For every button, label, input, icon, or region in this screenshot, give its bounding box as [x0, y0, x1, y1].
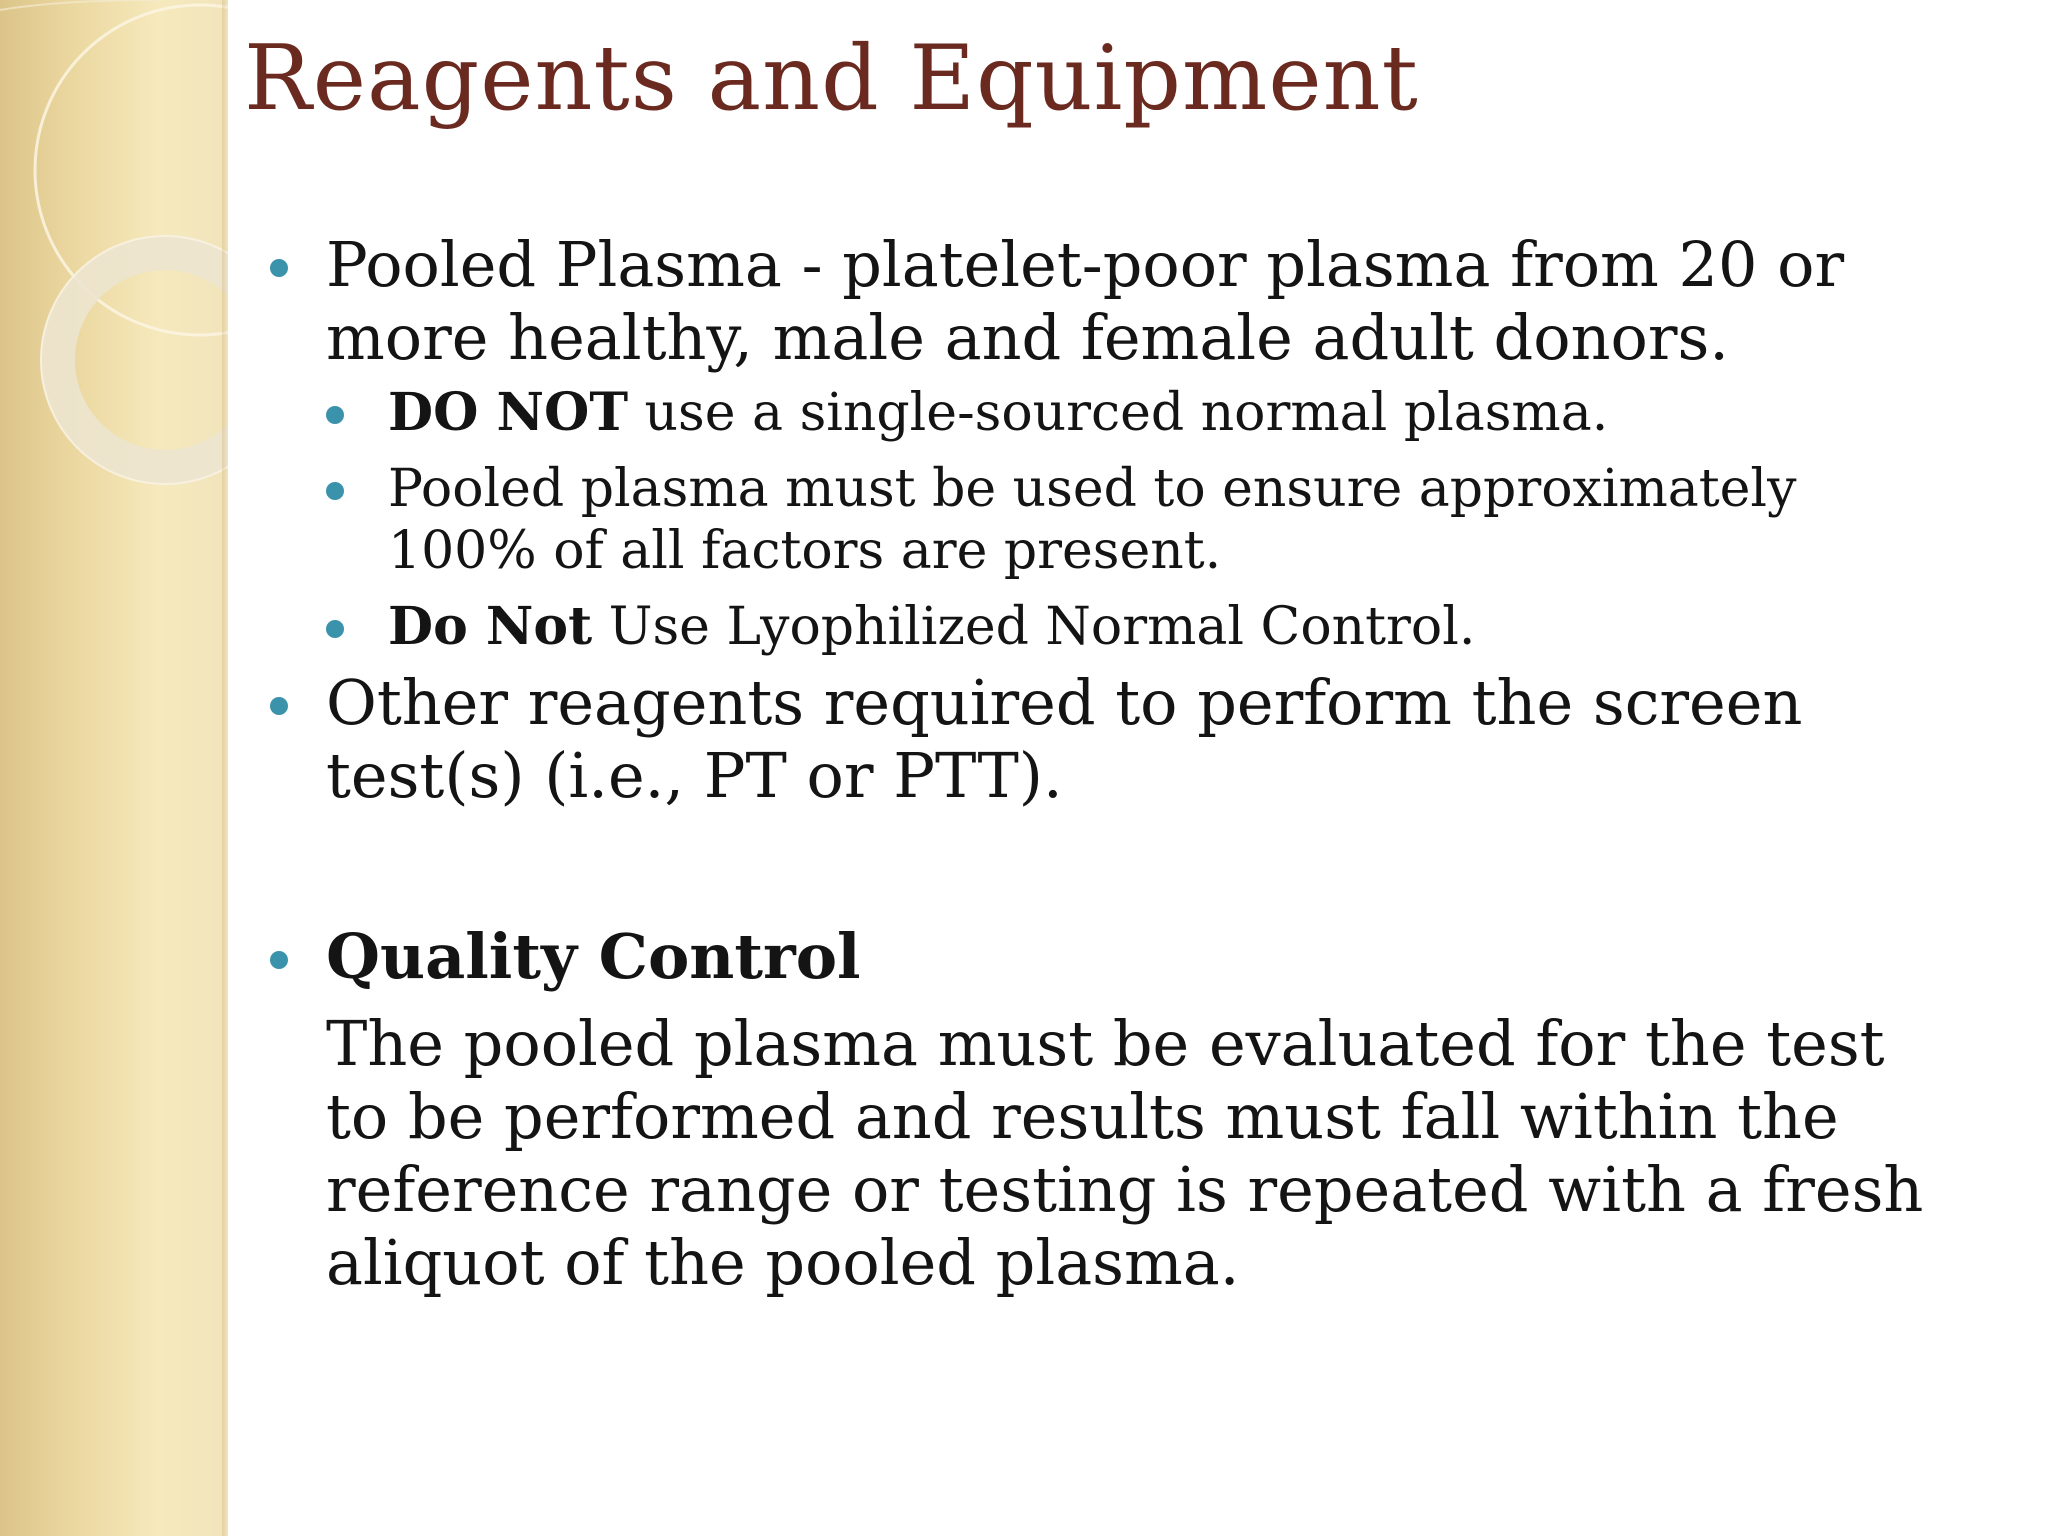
- bullet-text: Use Lyophilized Normal Control.: [592, 597, 1476, 657]
- bullet-dot-icon: [270, 951, 288, 969]
- bullet-dot-icon: [326, 482, 344, 500]
- bullet-dot-icon: [326, 406, 344, 424]
- bullet-dot-icon: [270, 697, 288, 715]
- slide-title: Reagents and Equipment: [244, 26, 1419, 131]
- bullet-text: Other reagents required to perform the screen test(s) (i.e., PT or PTT).: [326, 666, 1803, 812]
- emphasis-text: Do Not: [388, 596, 593, 657]
- sub-bullet-do-not-lyophilized: [326, 596, 1930, 658]
- bullet-dot-icon: [270, 259, 288, 277]
- slide-content: [270, 228, 1930, 1299]
- sub-bullet-pooled-must: [326, 458, 1930, 582]
- sub-bullet-do-not-single: [326, 382, 1930, 444]
- quality-control-heading: Quality Control: [326, 920, 861, 993]
- side-band-edge: [222, 0, 228, 1536]
- bullet-pooled-plasma: [270, 228, 1930, 374]
- decorative-rings-icon: [0, 0, 228, 1536]
- quality-control-body: The pooled plasma must be evaluated for the test to be performed and results must fall within the reference range or testing is repeated with a fresh aliquot of the pooled plasma.: [326, 1007, 1924, 1299]
- decorative-side-band: [0, 0, 228, 1536]
- bullet-other-reagents: [270, 666, 1930, 812]
- bullet-text: use a single-sourced normal plasma.: [628, 383, 1609, 443]
- bullet-text: Pooled plasma must be used to ensure approximately 100% of all factors are present.: [388, 459, 1797, 581]
- bullet-dot-icon: [326, 620, 344, 638]
- emphasis-text: DO NOT: [388, 382, 629, 443]
- bullet-text: Pooled Plasma - platelet-poor plasma from 20 or more healthy, male and female adult donors.: [326, 228, 1845, 374]
- bullet-quality-control: [270, 920, 1930, 993]
